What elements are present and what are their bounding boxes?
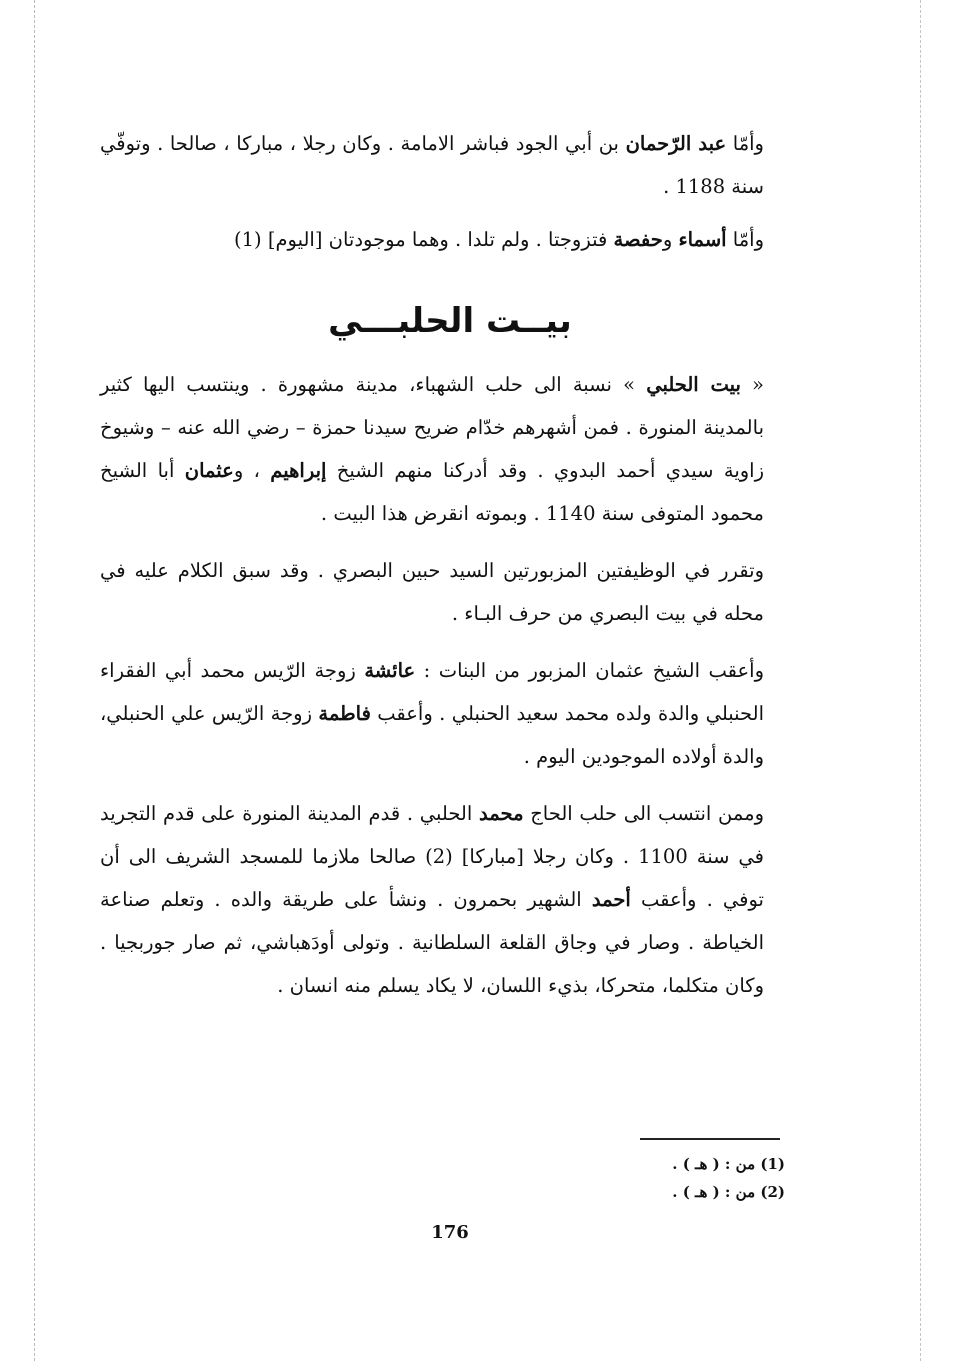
- footnote-2-marker: (2): [760, 1183, 785, 1201]
- para1-after: بن أبي الجود فباشر الامامة . وكان رجلا ، مباركا ، صالحا . وتوفّي سنة 1188 .: [100, 132, 764, 198]
- footnote-1: [580, 1150, 785, 1178]
- scan-edge-right: [920, 0, 921, 1361]
- name-ibrahim: إبراهيم: [270, 459, 327, 482]
- para2-before: وأمّا: [726, 228, 764, 251]
- footnote-2-text: من : ( هـ ) .: [672, 1183, 756, 1201]
- name-uthman: عثمان: [184, 459, 234, 482]
- section-heading: بيــت الحلبـــي: [328, 301, 572, 341]
- para3-after: أبا الشيخ محمود المتوفى سنة 1140 . وبموته انقرض هذا البيت .: [100, 459, 764, 525]
- footnote-1-text: من : ( هـ ) .: [672, 1155, 756, 1173]
- name-asma: أسماء: [678, 228, 727, 251]
- para5-before: وأعقب الشيخ عثمان المزبور من البنات :: [415, 659, 764, 682]
- footnotes: [580, 1150, 785, 1206]
- footnote-2: [580, 1178, 785, 1206]
- para5-mid1: زوجة الرّيس محمد أبي الفقراء الحنبلي والدة ولده محمد سعيد الحنبلي . وأعقب: [100, 659, 764, 725]
- name-abd-alrahman: عبد الرّحمان: [625, 132, 727, 155]
- footnote-rule: [640, 1138, 780, 1140]
- scan-edge-left: [34, 0, 35, 1361]
- name-ahmad: أحمد: [591, 888, 631, 911]
- paragraph-daughters: [100, 649, 800, 778]
- footnote-1-marker: (1): [760, 1155, 785, 1173]
- paragraph-muhammad-halabi: [100, 792, 800, 1007]
- para6-after: الشهير بحمرون . ونشأ على طريقة والده . وتعلم صناعة الخياطة . وصار في وجاق القلعة السلطانية . وتولى أودَهباشي، ثم صار جوربجيا . وكان متكلما، متحركا، بذيء اللسان، لا يكاد يسلم منه انسان .: [100, 888, 764, 997]
- para6-before: وممن انتسب الى حلب الحاج: [523, 802, 764, 825]
- paragraph-basri: [100, 549, 800, 635]
- para4-text: وتقرر في الوظيفتين المزبورتين السيد حبين البصري . وقد سبق الكلام عليه في محله في بيت البصري من حرف البـاء .: [100, 559, 764, 625]
- para2-after: فتزوجتا . ولم تلدا . وهما موجودتان [اليوم] (1): [234, 228, 614, 251]
- para1-before: وأمّا: [726, 132, 764, 155]
- name-hafsa: حفصة: [613, 228, 663, 251]
- para3-mid1: » نسبة الى حلب الشهباء، مدينة مشهورة . وينتسب اليها كثير بالمدينة المنورة . فمن أشهرهم خدّام ضريح سيدنا حمزة – رضي الله عنه – وشيوخ زاوية سيدي أحمد البدوي . وقد أدركنا منهم الشيخ: [100, 373, 764, 482]
- page-body: [100, 122, 800, 1007]
- para6-mid1: الحلبي . قدم المدينة المنورة على قدم التجريد في سنة 1100 . وكان رجلا [مباركا] (2) صالحا ملازما للمسجد الشريف الى أن توفي . وأعقب: [100, 802, 764, 911]
- para3-mid2: ، و: [233, 459, 271, 482]
- page-number: 176: [431, 1222, 469, 1243]
- para3-before: «: [740, 373, 764, 396]
- paragraph-abd-alrahman: [100, 122, 800, 208]
- paragraph-bayt-halabi: [100, 363, 800, 535]
- name-bayt-halabi: بيت الحلبي: [646, 373, 741, 396]
- paragraph-asma-hafsa: [100, 218, 800, 261]
- name-muhammad: محمد: [478, 802, 524, 825]
- name-fatima: فاطمة: [318, 702, 371, 725]
- para5-after: زوجة الرّيس علي الحنبلي، والدة أولاده الموجودين اليوم .: [100, 702, 764, 768]
- para2-conj: و: [662, 228, 679, 251]
- name-aisha: عائشة: [364, 659, 416, 682]
